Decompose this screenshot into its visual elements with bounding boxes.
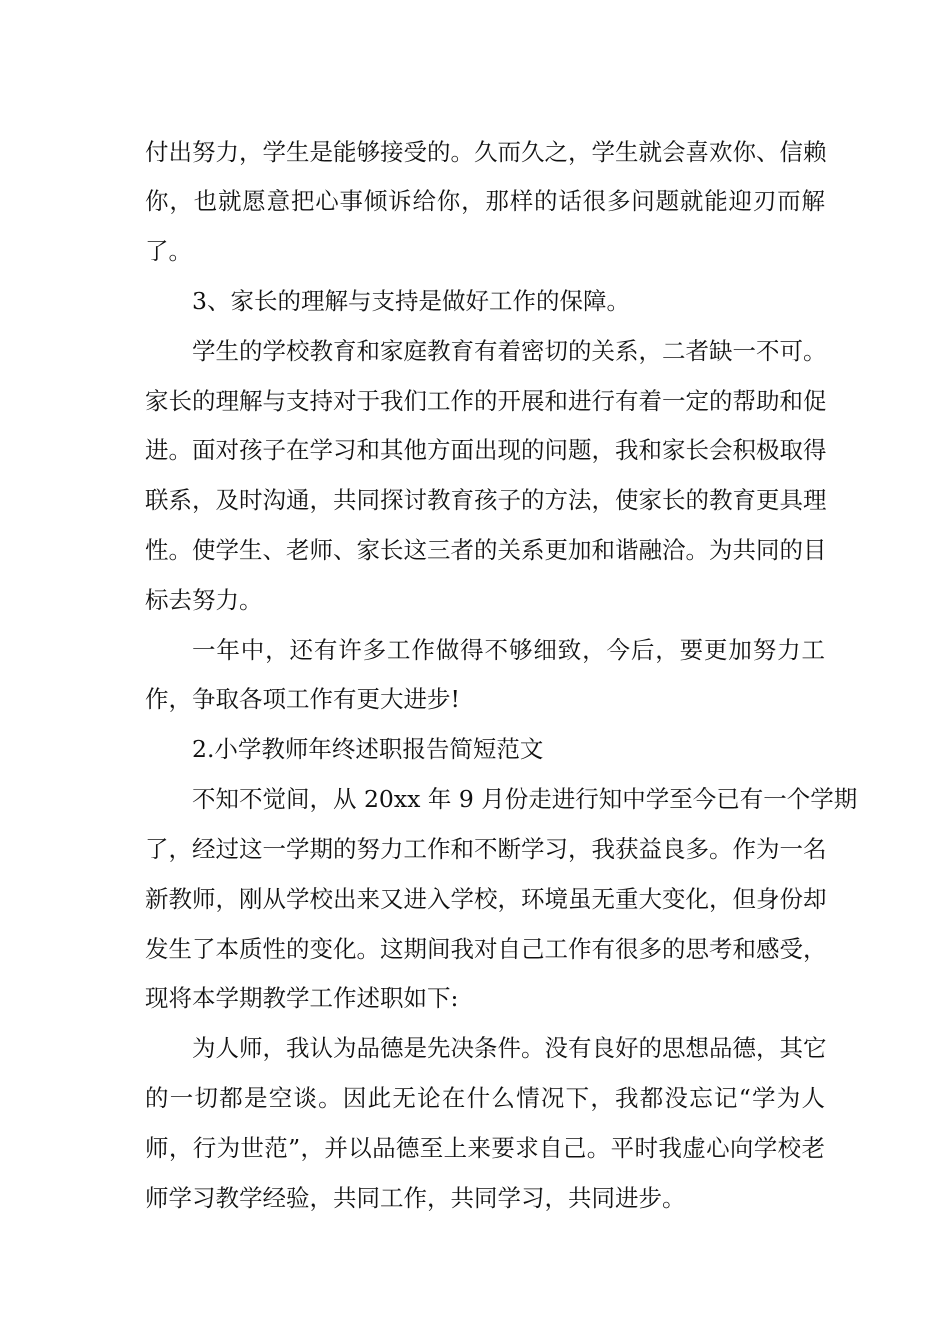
text-line: 发生了本质性的变化。这期间我对自己工作有很多的思考和感受， (145, 935, 827, 963)
text-line: 学生的学校教育和家庭教育有着密切的关系，二者缺一不可。 (192, 337, 827, 365)
text-line: 进。面对孩子在学习和其他方面出现的问题，我和家长会积极取得 (145, 436, 827, 464)
text-line: 你，也就愿意把心事倾诉给你，那样的话很多问题就能迎刃而解 (145, 187, 825, 215)
text-line: 现将本学期教学工作述职如下: (145, 984, 459, 1012)
text-line: 师，行为世范”，并以品德至上来要求自己。平时我虚心向学校老 (145, 1134, 825, 1162)
text-line: 师学习教学经验，共同工作，共同学习，共同进步。 (145, 1184, 686, 1212)
text-line: 作，争取各项工作有更大进步! (145, 685, 460, 713)
section-heading: 2.小学教师年终述职报告简短范文 (192, 735, 544, 763)
text-line: 为人师，我认为品德是先决条件。没有良好的思想品德，其它 (192, 1034, 827, 1062)
text-line: 标去努力。 (145, 586, 263, 614)
section-heading: 3、家长的理解与支持是做好工作的保障。 (192, 287, 630, 315)
text-line: 一年中，还有许多工作做得不够细致，今后，要更加努力工 (192, 636, 825, 664)
text-line: 付出努力，学生是能够接受的。久而久之，学生就会喜欢你、信赖 (145, 138, 827, 166)
text-line: 联系，及时沟通，共同探讨教育孩子的方法，使家长的教育更具理 (145, 486, 827, 514)
text-line: 不知不觉间，从 20xx 年 9 月份走进行知中学至今已有一个学期 (192, 785, 858, 813)
text-line: 了，经过这一学期的努力工作和不断学习，我获益良多。作为一名 (145, 835, 827, 863)
text-line: 的一切都是空谈。因此无论在什么情况下，我都没忘记“学为人 (145, 1084, 825, 1112)
text-line: 新教师，刚从学校出来又进入学校，环境虽无重大变化，但身份却 (145, 885, 827, 913)
text-line: 性。使学生、老师、家长这三者的关系更加和谐融洽。为共同的目 (145, 536, 827, 564)
text-line: 了。 (145, 237, 192, 265)
text-line: 家长的理解与支持对于我们工作的开展和进行有着一定的帮助和促 (145, 387, 827, 415)
